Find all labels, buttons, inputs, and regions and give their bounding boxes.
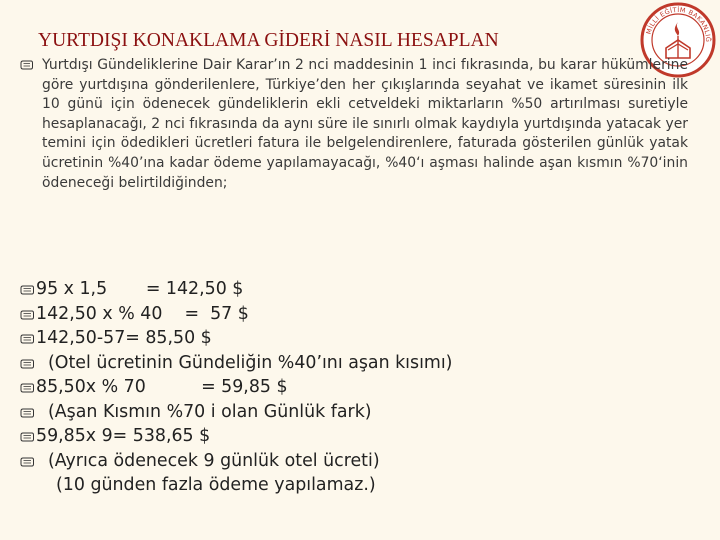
calc-note xyxy=(20,473,620,498)
scroll-bullet-icon xyxy=(20,408,34,418)
regulation-paragraph: Yurtdışı Gündeliklerine Dair Karar’ın 2 nci maddesinin 1 inci fıkrasında, bu karar hükümlerine göre yurtdışına gönderilenlere, Türkiye’den her çıkışlarında seyahat ve ikamet süresinin ilk 10 günü için ödenecek gündeliklerin ekli cetveldeki miktarların %50 artırılması suretiyle hesaplanacağı, 2 nci fıkrasında da aynı süre ile sınırlı olmak kaydıyla yurtdışında yatacak yer temini için ödedikleri ücretleri fatura ile belgelendirenlere, faturada gösterilen günlük yatak ücretinin %40’ına kadar ödeme yapılamayacağı, %40‘ı aşması halinde aşan kısmın %70‘inin ödeneceği belirtildiğinden; xyxy=(42,57,688,191)
calc-line-text: 142,50-57= 85,50 $ xyxy=(36,328,212,348)
scroll-bullet-icon xyxy=(20,457,34,467)
calc-line-text: 85,50x % 70 = 59,85 $ xyxy=(36,377,288,397)
scroll-bullet-icon xyxy=(20,383,34,393)
calc-note xyxy=(20,449,620,474)
paragraph-block xyxy=(20,56,688,193)
calc-note-text: (10 günden fazla ödeme yapılamaz.) xyxy=(56,475,376,495)
scroll-bullet-icon xyxy=(20,310,34,320)
scroll-bullet-icon xyxy=(20,359,34,369)
calc-line xyxy=(20,375,620,400)
scroll-bullet-icon xyxy=(20,60,33,70)
calc-note-text: (Otel ücretinin Gündeliğin %40’ını aşan kısımı) xyxy=(48,352,453,373)
calculation-list xyxy=(20,277,620,498)
scroll-bullet-icon xyxy=(20,334,34,344)
calc-line xyxy=(20,424,620,449)
calc-line-text: 59,85x 9= 538,65 $ xyxy=(36,426,211,446)
calc-line-text: 142,50 x % 40 = 57 $ xyxy=(36,303,249,324)
calc-line-text: 95 x 1,5 = 142,50 $ xyxy=(36,279,244,299)
calc-note-text: (Ayrıca ödenecek 9 günlük otel ücreti) xyxy=(48,450,380,471)
svg-text:MİLLİ EĞİTİM BAKANLIĞI: MİLLİ EĞİTİM BAKANLIĞ xyxy=(644,5,713,43)
calc-line xyxy=(20,302,620,327)
slide-title: YURTDIŞI KONAKLAMA GİDERİ NASIL HESAPLAN xyxy=(38,30,499,51)
scroll-bullet-icon xyxy=(20,285,34,295)
calc-line xyxy=(20,277,620,302)
calc-note xyxy=(20,400,620,425)
scroll-bullet-icon xyxy=(20,432,34,442)
calc-note xyxy=(20,351,620,376)
calc-note-text: (Aşan Kısmın %70 i olan Günlük fark) xyxy=(48,401,372,422)
calc-line xyxy=(20,326,620,351)
